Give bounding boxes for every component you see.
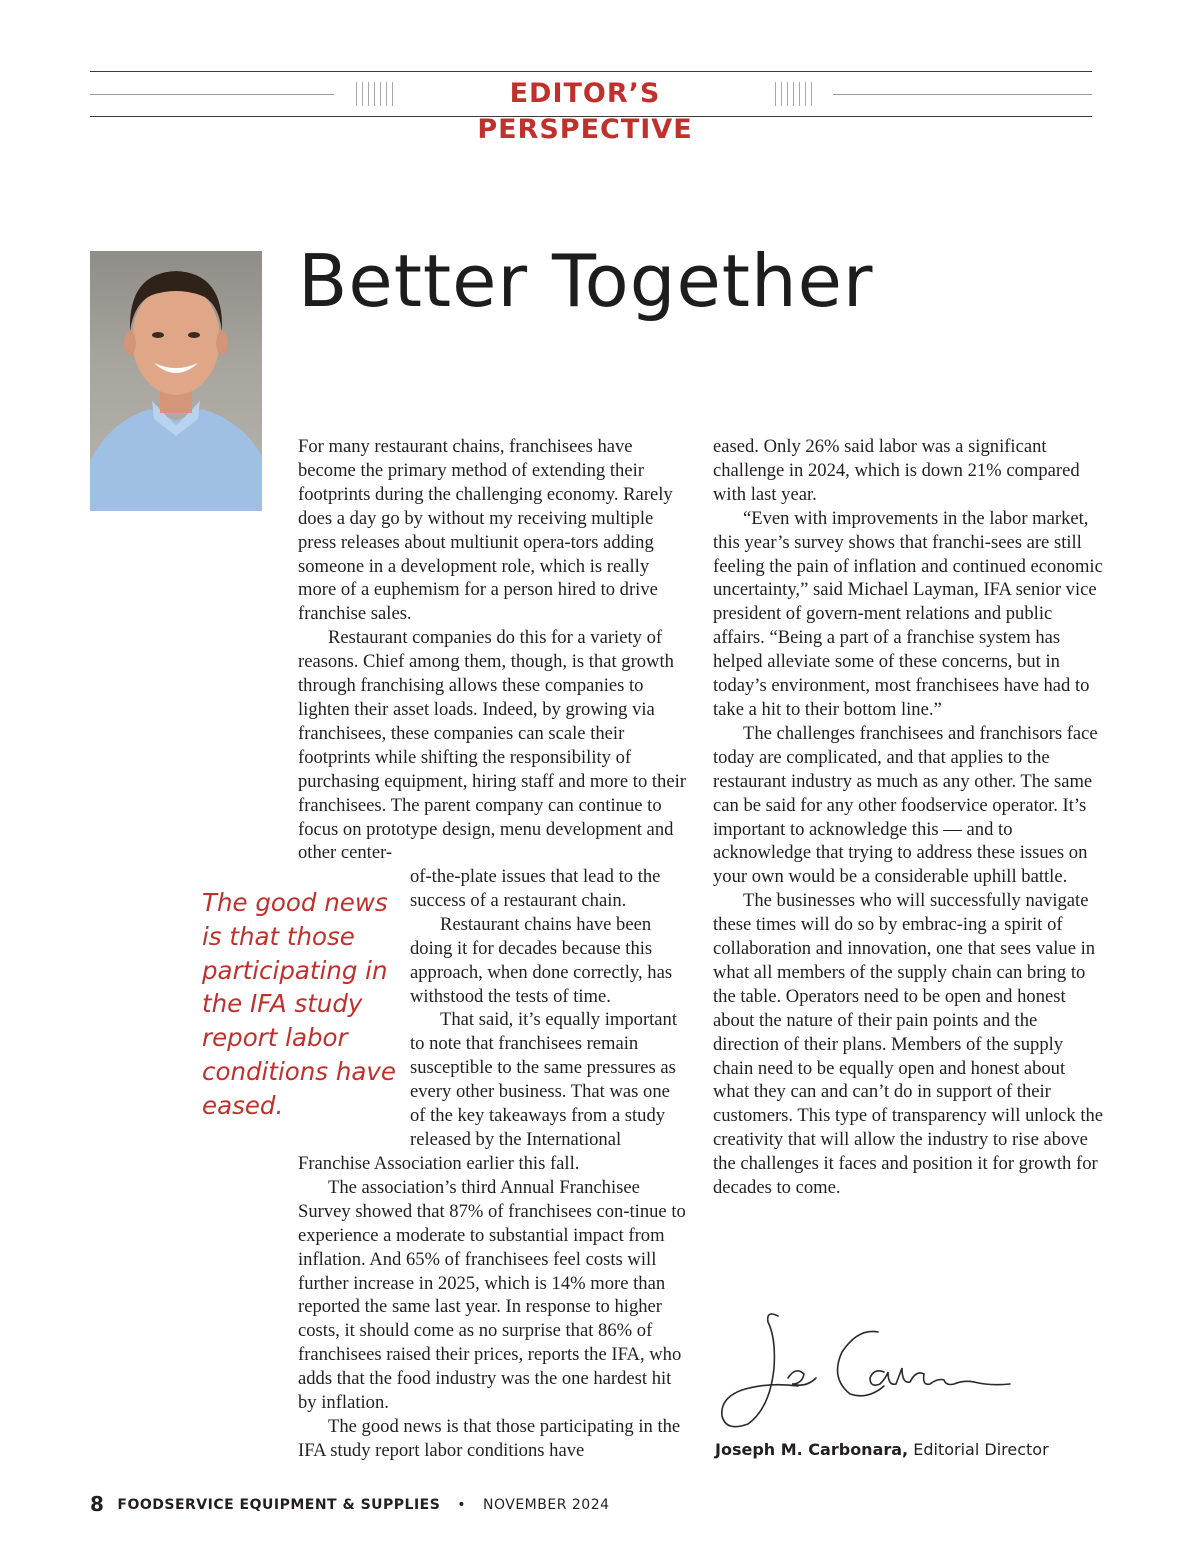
header-top-rule [90, 71, 1092, 72]
body-column-1-top [298, 435, 688, 865]
page-footer [90, 1492, 610, 1516]
paragraph: The good news is that those participating in the IFA study report labor conditions have [298, 1415, 681, 1461]
section-label: EDITOR’S PERSPECTIVE [477, 78, 693, 145]
header-hatch-right [775, 82, 815, 106]
paragraph: Franchise Association earlier this fall. [298, 1153, 580, 1174]
author-photo [90, 251, 262, 511]
author-name: Joseph M. Carbonara, [715, 1440, 909, 1459]
paragraph: of-the-plate issues that lead to the success of a restaurant chain. [410, 866, 661, 911]
publication-name: FOODSERVICE EQUIPMENT & SUPPLIES [117, 1497, 441, 1513]
body-column-2 [713, 435, 1105, 1200]
paragraph: Restaurant chains have been doing it for decades because this approach, when done correctly, has withstood the tests of time. [410, 913, 673, 1007]
issue-date: NOVEMBER 2024 [483, 1497, 610, 1513]
article-title: Better Together [298, 239, 874, 323]
paragraph: “Even with improvements in the labor market, this year’s survey shows that franchi-sees are still feeling the pain of inflation and continued economic uncertainty,” said Michael Layman, IFA senior vice president of govern-ment relations and public affairs. “Being a part of a franchise system has helped alleviate some of these concerns, but in today’s environment, most franchisees have had to take a hit to their bottom line.” [713, 507, 1103, 720]
handwritten-signature [718, 1308, 1018, 1433]
header-hatch-left [356, 82, 396, 106]
author-credit [715, 1440, 1049, 1459]
footer-separator: • [457, 1497, 467, 1513]
page-number: 8 [90, 1492, 105, 1516]
header-thin-line-right [833, 94, 1092, 95]
paragraph: eased. Only 26% said labor was a significant challenge in 2024, which is down 21% compared with last year. [713, 436, 1080, 505]
pull-quote: The good news is that those participating in the IFA study report labor conditions have eased. [202, 888, 396, 1120]
paragraph: Restaurant companies do this for a variety of reasons. Chief among them, though, is that growth through franchising allows these companies to lighten their asset loads. Indeed, by growing via franchisees, these companies can scale their footprints while shifting the responsibility of purchasing equipment, hiring staff and more to their franchisees. The parent company can continue to focus on prototype design, menu development and other center- [298, 627, 686, 864]
header-thin-line-left [90, 94, 334, 95]
body-column-1-middle [410, 865, 682, 1152]
paragraph: The challenges franchisees and franchisors face today are complicated, and that applies to the restaurant industry as much as any other. The same can be said for any other foodservice operator. It’s important to acknowledge this — and to acknowledge that trying to address these issues on your own would be a considerable uphill battle. [713, 722, 1098, 888]
author-role: Editorial Director [913, 1440, 1049, 1459]
paragraph: The businesses who will successfully navigate these times will do so by embrac-ing a spirit of collaboration and innovation, one that sees value in what all members of the supply chain can bring to the table. Operators need to be open and honest about the nature of their pain points and the direction of their plans. Members of the supply chain need to be equally open and honest about what they can and can’t do in support of their customers. This type of transparency will unlock the creativity that will allow the industry to rise above the challenges it faces and position it for growth for decades to come. [713, 890, 1104, 1199]
paragraph: That said, it’s equally important to note that franchisees remain susceptible to the same pressures as every other business. That was one of the key takeaways from a study released by the International [410, 1009, 678, 1150]
paragraph: The association’s third Annual Franchisee Survey showed that 87% of franchisees con-tinue to experience a moderate to substantial impact from inflation. And 65% of franchisees feel costs will further increase in 2025, which is 14% more than reported the same last year. In response to higher costs, it should come as no surprise that 86% of franchisees raised their prices, reports the IFA, who adds that the food industry was the one hardest hit by inflation. [298, 1176, 686, 1414]
paragraph: For many restaurant chains, franchisees have become the primary method of extending their footprints during the challenging economy. Rarely does a day go by without my receiving multiple press releases about multiunit opera-tors adding someone in a development role, which is really more of a euphemism for a person hired to drive franchise sales. [298, 436, 673, 625]
body-column-1-bottom [298, 1152, 688, 1463]
